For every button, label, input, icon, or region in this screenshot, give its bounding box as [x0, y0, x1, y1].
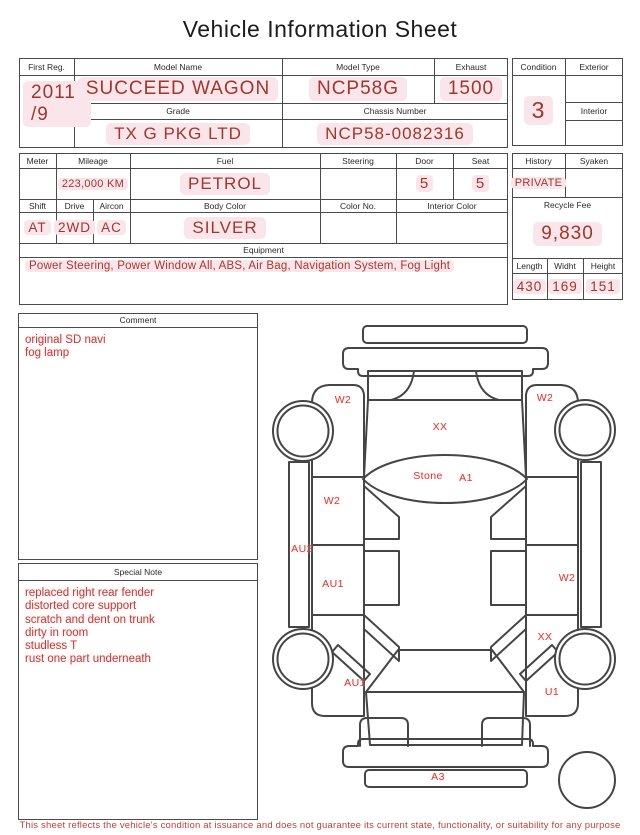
windshield	[363, 455, 527, 503]
chassis-number-value: NCP58-0082316	[282, 119, 508, 148]
interior-color-label: Interior Color	[427, 200, 477, 211]
damage-code-label: W2	[536, 392, 554, 404]
note-line: fog lamp	[25, 347, 70, 360]
damage-code-label: XX	[432, 421, 448, 433]
damage-code-label: W2	[558, 572, 576, 584]
damage-code-label: Stone	[413, 470, 443, 482]
note-line: dirty in room	[25, 626, 89, 639]
rear-right-wheel	[555, 629, 615, 689]
interior-label: Interior	[580, 106, 608, 116]
right-front-window	[491, 486, 526, 539]
equipment-value: Power Steering, Power Window All, ABS, Air Bag, Navigation System, Fog Light	[25, 260, 503, 272]
fuel-value: PETROL	[130, 168, 320, 199]
page-title: Vehicle Information Sheet	[182, 16, 458, 42]
width-value: 169	[547, 273, 583, 300]
note-line: studless T	[25, 640, 78, 653]
disclaimer-text: This sheet reflects the vehicle's condition at issuance and does not guarantee its current state, functionality, or suitability for any purpose	[19, 820, 621, 831]
tail-lamp-left	[360, 718, 408, 746]
fuel-label: Fuel	[216, 155, 234, 166]
right-front-door	[526, 477, 578, 545]
seat-label: Seat	[471, 155, 490, 166]
rear-glass	[366, 650, 524, 692]
rear-trim-bar	[365, 770, 527, 787]
note-line: distorted core support	[25, 600, 137, 613]
comment-text	[25, 334, 251, 361]
history-value: PRIVATE	[512, 168, 565, 197]
exterior-label: Exterior	[579, 61, 609, 72]
first-reg-label: First Reg.	[28, 61, 65, 72]
front-right-wheel	[555, 400, 615, 460]
divider	[19, 257, 508, 258]
first-reg-value: 2011 /9	[23, 81, 91, 127]
left-front-door	[312, 477, 364, 545]
damage-code-label: AU2	[291, 543, 313, 555]
door-label: Door	[415, 155, 434, 166]
aircon-label: Aircon	[99, 200, 124, 211]
shift-label: Shift	[28, 200, 46, 211]
length-value: 430	[512, 273, 547, 300]
right-sill	[581, 462, 601, 627]
aircon-value: AC	[93, 212, 130, 243]
height-label: Height	[590, 260, 616, 271]
damage-code-label: A1	[459, 472, 473, 484]
damage-code-label: U1	[544, 686, 560, 698]
divider	[18, 580, 258, 581]
syaken-label: Syaken	[579, 155, 609, 166]
left-front-window	[364, 486, 399, 539]
grade-value: TX G PKG LTD	[74, 119, 282, 148]
damage-code-label: XX	[537, 631, 553, 643]
model-name-label: Model Name	[153, 61, 203, 72]
note-line: rust one part underneath	[25, 653, 151, 666]
shift-value: AT	[19, 212, 56, 243]
height-value: 151	[583, 273, 623, 300]
car-diagram-drawing	[262, 315, 638, 812]
rear-bumper	[343, 739, 548, 767]
exhaust-value: 1500	[434, 75, 508, 103]
door-value: 5	[396, 168, 453, 199]
length-label: Length	[516, 260, 543, 271]
special-note-label: Special Note	[113, 566, 163, 577]
model-type-value: NCP58G	[282, 75, 434, 103]
recycle-fee-value: 9,830	[512, 212, 623, 256]
divider	[565, 120, 623, 121]
exhaust-label: Exhaust	[455, 61, 487, 72]
damage-code-label: AU1	[322, 578, 344, 590]
right-mid-window	[491, 551, 526, 605]
drive-value: 2WD	[56, 212, 93, 243]
model-type-label: Model Type	[336, 61, 380, 72]
width-label: Widht	[554, 260, 576, 271]
mileage-label: Mileage	[78, 155, 108, 166]
drive-label: Drive	[64, 200, 85, 211]
model-name-value: SUCCEED WAGON	[74, 75, 282, 103]
front-trim-bar	[363, 326, 527, 343]
steering-label: Steering	[342, 155, 374, 166]
damage-code-label: W2	[323, 495, 341, 507]
special-note-text	[25, 587, 251, 667]
color-no-label: Color No.	[340, 200, 376, 211]
meter-label: Meter	[26, 155, 49, 166]
damage-code-label: A3	[431, 771, 445, 783]
recycle-fee-label: Recycle Fee	[543, 199, 592, 210]
damage-code-label: W2	[334, 394, 352, 406]
condition-label: Condition	[520, 61, 557, 72]
note-line: replaced right rear fender	[25, 587, 155, 599]
comment-label: Comment	[119, 315, 157, 325]
history-label: History	[525, 155, 552, 166]
mileage-value: 223,000 KM	[50, 168, 136, 199]
body-color-label: Body Color	[203, 200, 247, 211]
front-left-wheel	[273, 401, 333, 461]
left-mid-window	[364, 551, 399, 605]
chassis-number-label: Chassis Number	[363, 106, 427, 116]
grade-label: Grade	[166, 106, 190, 116]
rear-left-wheel	[273, 629, 333, 689]
divider	[18, 327, 258, 328]
spare-wheel	[559, 752, 615, 808]
note-line: scratch and dent on trunk	[25, 613, 155, 626]
note-line: original SD navi	[25, 334, 106, 346]
body-color-value: SILVER	[130, 212, 320, 243]
seat-value: 5	[453, 168, 508, 199]
condition-value: 3	[512, 75, 565, 146]
damage-code-label: AU1	[344, 677, 366, 689]
equipment-label: Equipment	[243, 245, 284, 255]
